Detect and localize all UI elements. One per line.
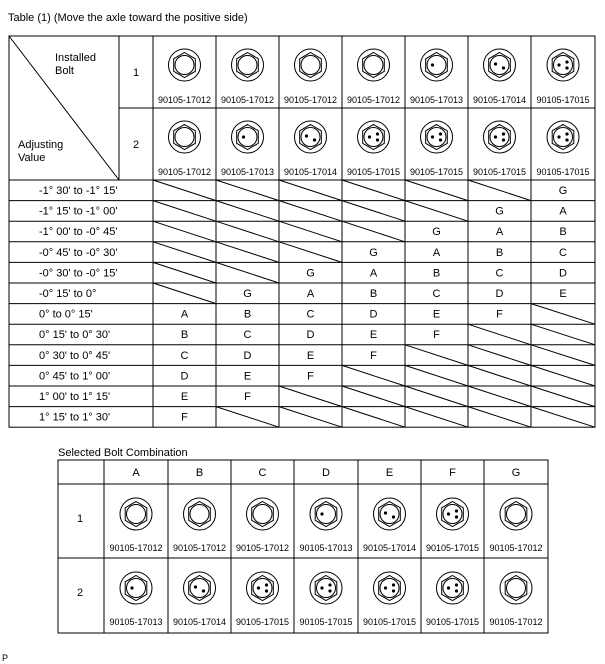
combo-bolt-part-number: 90105-17012	[489, 543, 543, 553]
bolt-hex-head	[300, 125, 322, 150]
not-applicable-diagonal	[216, 242, 279, 263]
bolt-hex-head	[174, 125, 196, 150]
adjusting-value-label: 1° 15' to 1° 30'	[39, 411, 111, 424]
combo-bolt-icon	[500, 572, 532, 604]
not-applicable-diagonal	[405, 407, 468, 428]
bolt-mark-dot	[455, 589, 458, 592]
installed-bolt-part-number: 90105-17012	[346, 95, 401, 105]
combo-column-header: G	[511, 467, 521, 479]
combination-letter: G	[306, 267, 315, 280]
bolt-face-circle	[301, 128, 320, 147]
combo-bolt-part-number: 90105-17015	[299, 617, 353, 627]
not-applicable-diagonal	[468, 365, 531, 386]
not-applicable-diagonal	[216, 201, 279, 222]
combination-letter: C	[559, 246, 567, 259]
adjusting-value-label: -1° 15' to -1° 00'	[39, 205, 118, 218]
combo-bolt-part-number: 90105-17013	[299, 543, 353, 553]
not-applicable-diagonal	[468, 407, 531, 428]
adjusting-value-label: 0° 15' to 0° 30'	[39, 329, 111, 342]
not-applicable-diagonal	[153, 242, 216, 263]
combo-column-header: C	[258, 467, 267, 479]
bolt-face-circle	[238, 56, 257, 75]
bolt-mark-dot	[328, 589, 331, 592]
combination-letter: C	[243, 329, 252, 342]
bolt-mark-dot	[305, 134, 308, 137]
combination-letter: A	[369, 267, 378, 280]
bolt-mark-dot	[392, 583, 395, 586]
bolt-face-circle	[443, 505, 462, 524]
not-applicable-diagonal	[531, 386, 595, 407]
combination-letter: F	[496, 308, 503, 321]
installed-bolt-icon	[421, 49, 453, 81]
bolt-hex-head	[489, 125, 511, 150]
not-applicable-diagonal	[468, 180, 531, 201]
combination-letter: F	[244, 391, 251, 403]
combination-letter: D	[306, 329, 315, 342]
bolt-face-circle	[190, 505, 209, 524]
not-applicable-diagonal	[216, 407, 279, 428]
bolt-hex-head	[315, 502, 337, 527]
combination-letter: A	[495, 226, 504, 239]
bolt-mark-dot	[431, 63, 434, 66]
bolt-mark-dot	[439, 132, 442, 135]
not-applicable-diagonal	[216, 221, 279, 242]
bolt-mark-dot	[447, 512, 450, 515]
not-applicable-diagonal	[468, 345, 531, 366]
combination-letter: G	[495, 205, 504, 218]
combo-bolt-part-number: 90105-17013	[109, 617, 163, 627]
installed-bolt-part-number: 90105-17012	[157, 95, 212, 105]
bolt-mark-dot	[202, 589, 205, 592]
combo-bolt-icon	[184, 572, 216, 604]
bolt-hex-head	[552, 125, 574, 150]
bolt-mark-dot	[130, 586, 133, 589]
footer-code: P	[2, 653, 9, 663]
bolt-mark-dot	[265, 583, 268, 586]
combination-letter: D	[559, 267, 567, 280]
not-applicable-diagonal	[405, 365, 468, 386]
bolt-face-circle	[190, 579, 209, 598]
bolt-hex-head	[363, 53, 385, 78]
bolt-mark-dot	[447, 586, 450, 589]
bolt-mark-dot	[455, 515, 458, 518]
bolt-hex-head	[426, 125, 448, 150]
row-label-1: 1	[132, 67, 140, 79]
bolt-hex-head	[252, 576, 274, 601]
combination-letter: A	[432, 246, 441, 259]
bolt-hex-head	[125, 576, 147, 601]
bolt-hex-head	[252, 502, 274, 527]
combination-letter: B	[559, 226, 567, 239]
not-applicable-diagonal	[342, 365, 405, 386]
combo-bolt-icon	[120, 498, 152, 530]
table-title: Table (1) (Move the axle toward the positive side)	[8, 12, 248, 24]
bolt-face-circle	[127, 505, 146, 524]
not-applicable-diagonal	[531, 345, 595, 366]
adjusting-value-label: -0° 15' to 0°	[39, 288, 97, 300]
combination-letter: E	[180, 391, 189, 403]
installed-bolt-part-number: 90105-17012	[157, 167, 212, 177]
combination-letter: E	[432, 308, 441, 321]
combination-letter: B	[495, 246, 504, 259]
installed-bolt-icon	[232, 49, 264, 81]
bolt-hex-head	[379, 576, 401, 601]
installed-bolt-part-number: 90105-17015	[346, 167, 401, 177]
bolt-mark-dot	[392, 515, 395, 518]
combination-letter: A	[180, 308, 189, 321]
adjusting-value-label: 0° 45' to 1° 00'	[39, 370, 111, 383]
bolt-mark-dot	[557, 135, 560, 138]
installed-bolt-part-number: 90105-17015	[536, 167, 590, 177]
bolt-face-circle	[175, 56, 194, 75]
combo-bolt-part-number: 90105-17012	[235, 543, 290, 553]
bolt-face-circle	[427, 128, 446, 147]
not-applicable-diagonal	[405, 345, 468, 366]
not-applicable-diagonal	[531, 407, 595, 428]
bolt-mark-dot	[565, 60, 568, 63]
bolt-face-circle	[427, 56, 446, 75]
bolt-hex-head	[442, 502, 464, 527]
bolt-hex-head	[426, 53, 448, 78]
combination-letter: D	[243, 349, 252, 362]
adjusting-value-label: 1° 00' to 1° 15'	[39, 391, 111, 403]
installed-bolt-part-number: 90105-17015	[472, 167, 527, 177]
bolt-face-circle	[490, 128, 509, 147]
not-applicable-diagonal	[342, 386, 405, 407]
combination-letter: B	[243, 308, 252, 321]
corner-installed-label: Installed	[55, 52, 96, 64]
combo-bolt-icon	[374, 572, 406, 604]
not-applicable-diagonal	[405, 201, 468, 222]
combo-bolt-icon	[500, 498, 532, 530]
bolt-hex-head	[237, 53, 259, 78]
installed-bolt-icon	[295, 121, 327, 153]
bolt-face-circle	[380, 505, 399, 524]
bolt-mark-dot	[257, 586, 260, 589]
combination-letter: D	[495, 288, 504, 300]
bolt-face-circle	[380, 579, 399, 598]
bolt-face-circle	[364, 56, 383, 75]
bolt-mark-dot	[320, 586, 323, 589]
combo-bolt-part-number: 90105-17015	[425, 617, 480, 627]
adjusting-value-label: 0° to 0° 15'	[39, 308, 93, 321]
combination-letter: F	[307, 370, 314, 383]
bolt-mark-dot	[565, 132, 568, 135]
combination-letter: B	[369, 288, 378, 300]
bolt-mark-dot	[376, 132, 379, 135]
installed-bolt-icon	[358, 121, 390, 153]
combo-bolt-icon	[310, 498, 342, 530]
not-applicable-diagonal	[279, 386, 342, 407]
combo-bolt-icon	[184, 498, 216, 530]
bolt-face-circle	[253, 579, 272, 598]
bolt-hex-head	[189, 502, 211, 527]
bolt-hex-head	[189, 576, 211, 601]
bolt-mark-dot	[455, 509, 458, 512]
combination-letter: C	[495, 267, 504, 280]
not-applicable-diagonal	[216, 262, 279, 283]
combo-bolt-part-number: 90105-17014	[172, 617, 227, 627]
bolt-face-circle	[507, 505, 526, 524]
combination-letter: G	[243, 288, 252, 300]
combo-title: Selected Bolt Combination	[58, 447, 188, 459]
bolt-face-circle	[443, 579, 462, 598]
bolt-mark-dot	[455, 583, 458, 586]
installed-bolt-icon	[169, 49, 201, 81]
bolt-face-circle	[554, 128, 573, 147]
installed-bolt-icon	[169, 121, 201, 153]
corner-adjusting-label: Adjusting	[18, 139, 64, 151]
combination-letter: D	[369, 308, 378, 321]
bolt-hex-head	[174, 53, 196, 78]
combination-letter: G	[369, 246, 378, 259]
adjusting-value-label: -0° 30' to -0° 15'	[39, 267, 118, 280]
installed-bolt-part-number: 90105-17015	[536, 95, 590, 105]
not-applicable-diagonal	[468, 324, 531, 345]
bolt-mark-dot	[384, 511, 387, 514]
bolt-face-circle	[175, 128, 194, 147]
bolt-mark-dot	[384, 586, 387, 589]
combination-letter: B	[432, 267, 441, 280]
combo-row-label-1: 1	[76, 513, 84, 525]
bolt-face-circle	[127, 579, 146, 598]
not-applicable-diagonal	[531, 324, 595, 345]
combination-letter: C	[180, 349, 189, 362]
bolt-mark-dot	[502, 132, 505, 135]
bolt-hex-head	[237, 125, 259, 150]
installed-bolt-part-number: 90105-17015	[409, 167, 464, 177]
combination-letter: C	[306, 308, 315, 321]
installed-bolt-part-number: 90105-17014	[283, 167, 338, 177]
adjusting-value-label: -1° 00' to -0° 45'	[39, 226, 118, 239]
installed-bolt-icon	[295, 49, 327, 81]
bolt-mark-dot	[320, 512, 323, 515]
bolt-mark-dot	[392, 589, 395, 592]
bolt-hex-head	[489, 53, 511, 78]
bolt-mark-dot	[494, 62, 497, 65]
not-applicable-diagonal	[153, 283, 216, 304]
combo-row-label-2: 2	[76, 587, 84, 599]
combination-letter: B	[180, 329, 189, 342]
not-applicable-diagonal	[531, 304, 595, 325]
combo-bolt-part-number: 90105-17012	[109, 543, 163, 553]
not-applicable-diagonal	[153, 221, 216, 242]
combination-letter: G	[558, 185, 568, 197]
bolt-hex-head	[505, 502, 527, 527]
adjusting-value-label: -0° 45' to -0° 30'	[39, 246, 118, 259]
combo-bolt-icon	[310, 572, 342, 604]
bolt-face-circle	[238, 128, 257, 147]
not-applicable-diagonal	[153, 262, 216, 283]
bolt-hex-head	[300, 53, 322, 78]
bolt-mark-dot	[368, 135, 371, 138]
installed-bolt-part-number: 90105-17014	[472, 95, 527, 105]
combo-bolt-part-number: 90105-17015	[235, 617, 290, 627]
bolt-face-circle	[507, 579, 526, 598]
combination-letter: F	[181, 411, 188, 424]
not-applicable-diagonal	[342, 180, 405, 201]
combo-bolt-icon	[437, 498, 469, 530]
combination-letter: C	[432, 288, 441, 300]
bolt-mark-dot	[376, 138, 379, 141]
bolt-mark-dot	[565, 66, 568, 69]
bolt-mark-dot	[328, 583, 331, 586]
not-applicable-diagonal	[468, 386, 531, 407]
combo-bolt-icon	[120, 572, 152, 604]
bolt-hex-head	[505, 576, 527, 601]
not-applicable-diagonal	[153, 180, 216, 201]
combination-letter: F	[433, 329, 440, 342]
bolt-face-circle	[253, 505, 272, 524]
bolt-mark-dot	[194, 585, 197, 588]
combo-column-header: E	[385, 467, 394, 479]
installed-bolt-icon	[484, 121, 516, 153]
combo-bolt-part-number: 90105-17012	[172, 543, 227, 553]
corner-bolt-label: Bolt	[55, 65, 74, 77]
bolt-hex-head	[379, 502, 401, 527]
bolt-hex-head	[442, 576, 464, 601]
bolt-mark-dot	[242, 135, 245, 138]
combo-bolt-part-number: 90105-17014	[362, 543, 417, 553]
bolt-face-circle	[317, 505, 336, 524]
combo-bolt-icon	[247, 572, 279, 604]
installed-bolt-icon	[484, 49, 516, 81]
not-applicable-diagonal	[216, 180, 279, 201]
bolt-mark-dot	[313, 138, 316, 141]
combination-letter: E	[306, 349, 315, 362]
installed-bolt-icon	[358, 49, 390, 81]
not-applicable-diagonal	[279, 221, 342, 242]
bolt-face-circle	[554, 56, 573, 75]
installed-bolt-part-number: 90105-17013	[220, 167, 275, 177]
installed-bolt-part-number: 90105-17013	[409, 95, 464, 105]
combination-letter: E	[369, 329, 378, 342]
not-applicable-diagonal	[531, 365, 595, 386]
bolt-hex-head	[552, 53, 574, 78]
installed-bolt-icon	[232, 121, 264, 153]
bolt-mark-dot	[439, 138, 442, 141]
bolt-hex-head	[363, 125, 385, 150]
not-applicable-diagonal	[342, 221, 405, 242]
installed-bolt-icon	[547, 49, 579, 81]
combination-letter: F	[370, 349, 377, 362]
not-applicable-diagonal	[279, 180, 342, 201]
row-label-2: 2	[132, 139, 140, 151]
bolt-mark-dot	[494, 135, 497, 138]
combination-letter: A	[306, 288, 315, 300]
bolt-mark-dot	[431, 135, 434, 138]
bolt-face-circle	[364, 128, 383, 147]
combination-letter: A	[559, 205, 567, 218]
bolt-mark-dot	[502, 138, 505, 141]
combo-column-header: A	[132, 467, 140, 479]
bolt-mark-dot	[502, 66, 505, 69]
combo-column-header: D	[322, 467, 330, 479]
combo-bolt-part-number: 90105-17015	[425, 543, 480, 553]
bolt-mark-dot	[557, 63, 560, 66]
installed-bolt-part-number: 90105-17012	[283, 95, 338, 105]
combination-letter: E	[243, 370, 252, 383]
adjusting-value-label: -1° 30' to -1° 15'	[39, 185, 118, 197]
combo-bolt-icon	[437, 572, 469, 604]
combo-bolt-icon	[374, 498, 406, 530]
bolt-hex-head	[125, 502, 147, 527]
not-applicable-diagonal	[342, 407, 405, 428]
combo-column-header: B	[195, 467, 204, 479]
combo-bolt-part-number: 90105-17012	[489, 617, 543, 627]
bolt-face-circle	[301, 56, 320, 75]
combination-letter: E	[559, 288, 567, 300]
bolt-hex-head	[315, 576, 337, 601]
combo-bolt-icon	[247, 498, 279, 530]
not-applicable-diagonal	[279, 242, 342, 263]
bolt-mark-dot	[565, 138, 568, 141]
combo-bolt-part-number: 90105-17015	[362, 617, 417, 627]
installed-bolt-part-number: 90105-17012	[220, 95, 275, 105]
combo-column-header: F	[449, 467, 456, 479]
not-applicable-diagonal	[279, 201, 342, 222]
installed-bolt-icon	[547, 121, 579, 153]
installed-bolt-icon	[421, 121, 453, 153]
combination-letter: D	[180, 370, 189, 383]
bolt-mark-dot	[265, 589, 268, 592]
not-applicable-diagonal	[342, 201, 405, 222]
not-applicable-diagonal	[153, 201, 216, 222]
not-applicable-diagonal	[279, 407, 342, 428]
not-applicable-diagonal	[405, 180, 468, 201]
bolt-face-circle	[490, 56, 509, 75]
bolt-face-circle	[317, 579, 336, 598]
adjusting-value-label: 0° 30' to 0° 45'	[39, 349, 111, 362]
corner-value-label: Value	[18, 152, 46, 164]
combination-letter: G	[432, 226, 441, 239]
not-applicable-diagonal	[405, 386, 468, 407]
